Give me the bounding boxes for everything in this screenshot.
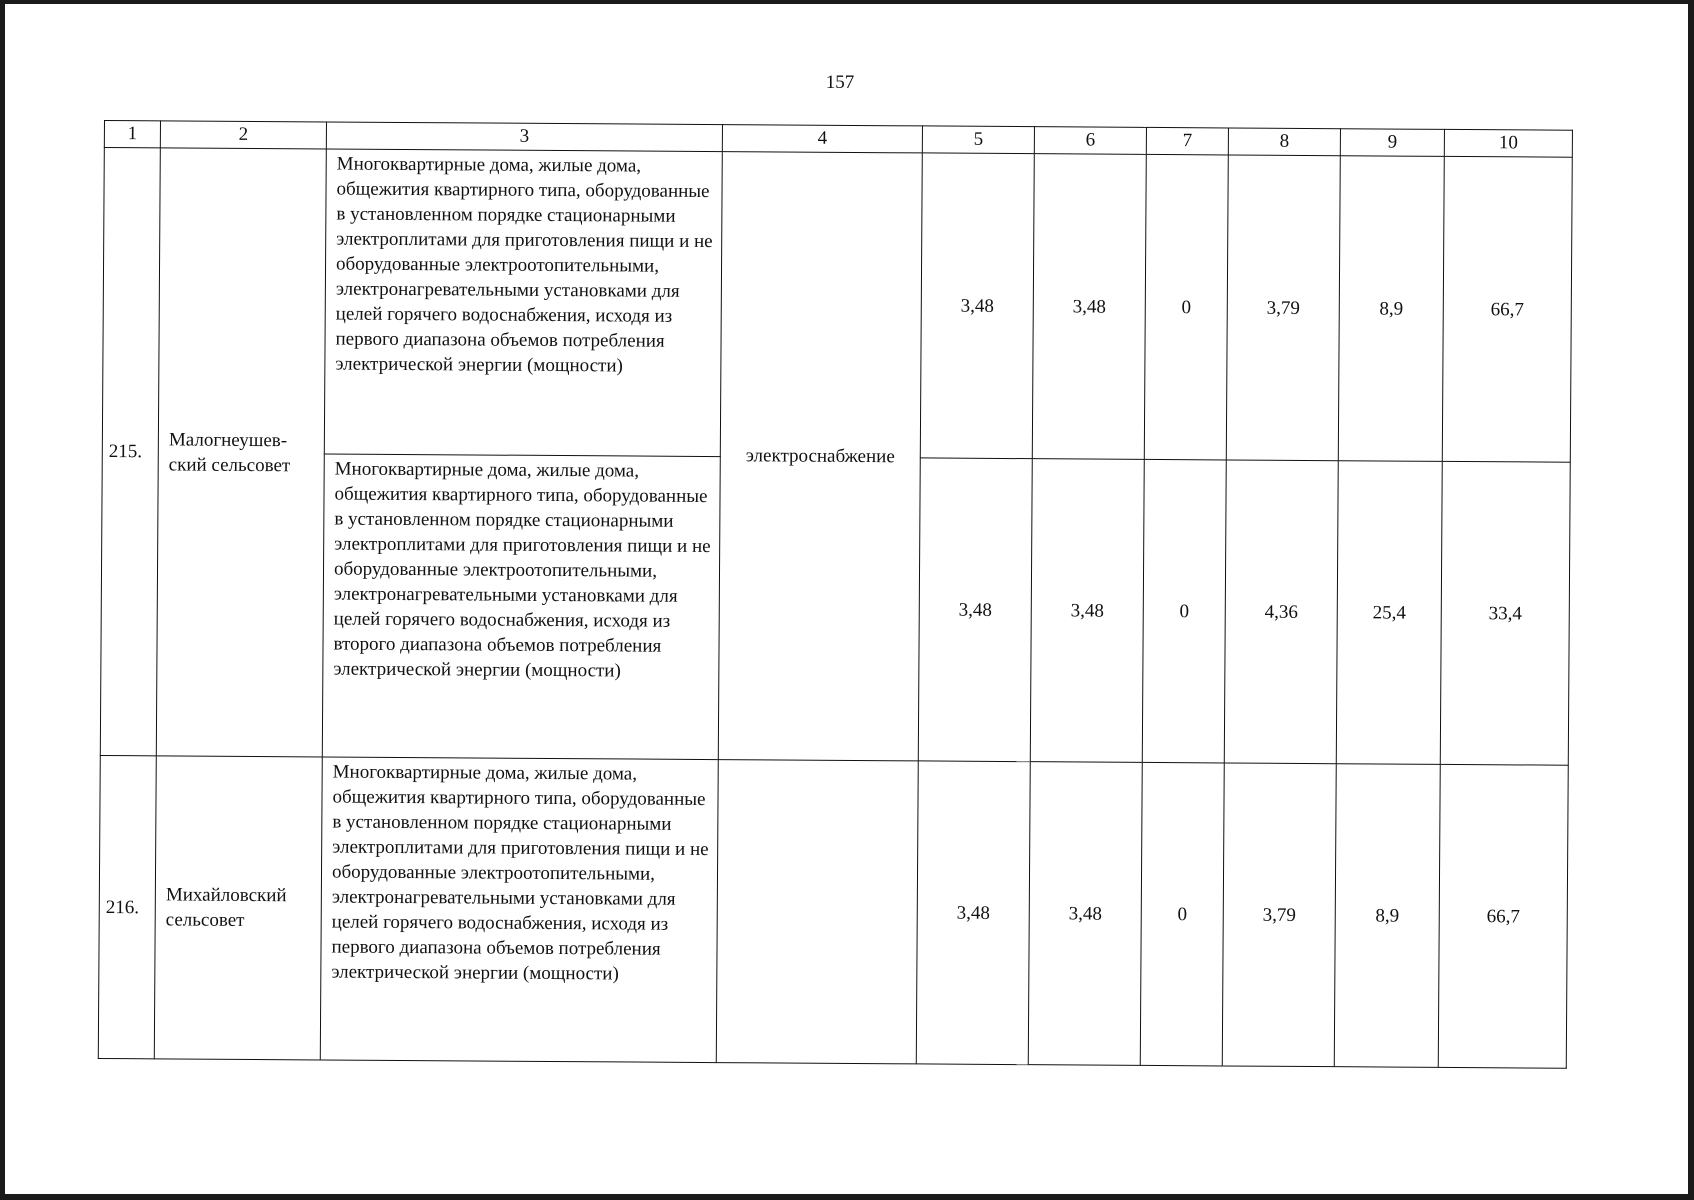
header-cell: 3 (326, 122, 722, 152)
value-cell: 0 (1142, 459, 1226, 763)
value-cell: 3,79 (1222, 763, 1336, 1067)
header-cell: 2 (160, 121, 326, 149)
consumer-category-description: Многоквартирные дома, жилые дома, общежития квартирного типа, оборудованные в установленном порядке стационарными электроплитами для приготовления пищи и не оборудованные электроотопительными, электронагревательными установками для целей горячего водоснабжения, исходя из первого диапазона объемов потребления электрической энергии (мощности) (324, 149, 722, 457)
header-cell: 1 (104, 121, 160, 148)
value-cell: 3,48 (1032, 154, 1146, 460)
consumer-category-description: Многоквартирные дома, жилые дома, общежития квартирного типа, оборудованные в установленном порядке стационарными электроплитами для приготовления пищи и не оборудованные электроотопительными, электронагревательными установками для целей горячего водоснабжения, исходя из первого диапазона объемов потребления электрической энергии (мощности) (320, 757, 718, 1063)
utility-service (716, 760, 918, 1064)
scan-edge-right (1688, 0, 1694, 1200)
value-cell: 8,9 (1338, 156, 1444, 462)
row-number: 216. (98, 755, 156, 1058)
value-cell: 66,7 (1438, 764, 1568, 1068)
page-number: 157 (825, 72, 855, 93)
scan-edge-left (0, 0, 5, 1200)
header-cell: 7 (1146, 127, 1228, 155)
value-cell: 8,9 (1334, 764, 1440, 1068)
municipality-name: Малогнеушев-ский сельсовет (156, 148, 326, 757)
tariff-table (98, 120, 1573, 1069)
header-cell: 5 (922, 126, 1034, 154)
scan-edge-bottom (0, 1194, 1694, 1200)
value-cell: 66,7 (1442, 156, 1572, 462)
scan-edge-top (0, 0, 1694, 4)
header-cell: 9 (1340, 129, 1444, 157)
header-cell: 10 (1444, 129, 1572, 157)
consumer-category-description: Многоквартирные дома, жилые дома, общежития квартирного типа, оборудованные в установленном порядке стационарными электроплитами для приготовления пищи и не оборудованные электроотопительными, электронагревательными установками для целей горячего водоснабжения, исходя из второго диапазона объемов потребления электрической энергии (мощности) (322, 454, 720, 760)
value-cell: 3,48 (916, 761, 1030, 1065)
utility-service: электроснабжение (718, 152, 922, 761)
municipality-name: Михайловский сельсовет (154, 756, 322, 1060)
value-cell: 3,48 (918, 458, 1032, 762)
value-cell: 0 (1144, 154, 1228, 460)
table-row (102, 148, 1572, 463)
value-cell: 3,48 (920, 153, 1034, 459)
header-cell: 6 (1034, 127, 1146, 155)
value-cell: 3,48 (1030, 459, 1144, 763)
value-cell: 0 (1140, 762, 1224, 1066)
table-row (98, 755, 1568, 1068)
value-cell: 33,4 (1440, 461, 1570, 765)
header-cell: 8 (1228, 128, 1340, 156)
row-number: 215. (100, 148, 160, 756)
value-cell: 4,36 (1224, 460, 1338, 764)
value-cell: 25,4 (1336, 461, 1442, 765)
value-cell: 3,79 (1226, 155, 1340, 461)
header-cell: 4 (722, 125, 922, 153)
value-cell: 3,48 (1028, 762, 1142, 1066)
